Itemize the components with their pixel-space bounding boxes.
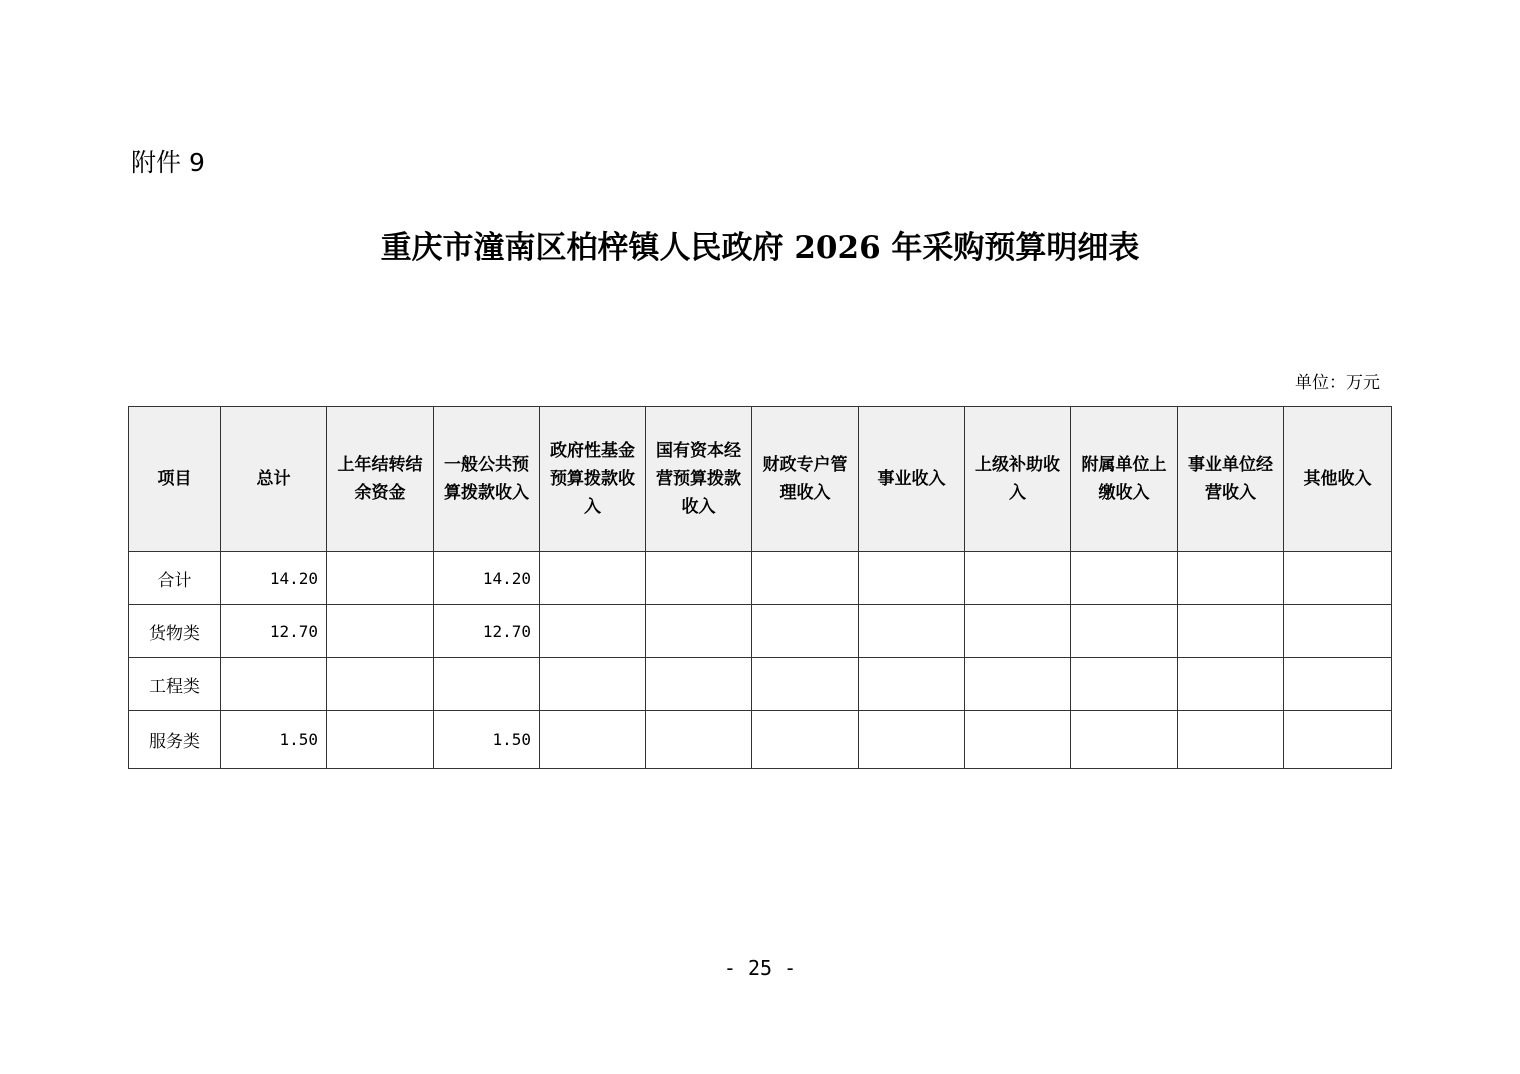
table-cell: 工程类 [129, 658, 221, 711]
table-cell: 合计 [129, 552, 221, 605]
table-row [129, 711, 1392, 769]
page-title: 重庆市潼南区柏梓镇人民政府 2026 年采购预算明细表 [380, 230, 1140, 266]
table-cell [859, 711, 965, 769]
table-cell [327, 711, 434, 769]
page-number: - 25 - [723, 956, 797, 980]
table-cell [859, 658, 965, 711]
table-cell [752, 658, 859, 711]
table-cell: 12.70 [221, 605, 327, 658]
table-cell [965, 658, 1071, 711]
table-cell [859, 552, 965, 605]
table-cell [965, 552, 1071, 605]
table-cell [965, 711, 1071, 769]
table-cell [1071, 552, 1178, 605]
table-cell [859, 605, 965, 658]
table-cell [1284, 711, 1392, 769]
table-row [129, 605, 1392, 658]
column-header: 总计 [221, 407, 327, 552]
column-header: 国有资本经营预算拨款收入 [646, 407, 752, 552]
table-cell [327, 552, 434, 605]
column-header: 其他收入 [1284, 407, 1392, 552]
table-cell: 14.20 [221, 552, 327, 605]
table-cell [221, 658, 327, 711]
table-cell: 1.50 [221, 711, 327, 769]
table-cell: 服务类 [129, 711, 221, 769]
attachment-label: 附件 9 [131, 148, 205, 177]
table-cell [327, 658, 434, 711]
column-header: 一般公共预算拨款收入 [434, 407, 540, 552]
table-cell [646, 605, 752, 658]
table-cell [646, 711, 752, 769]
column-header: 政府性基金预算拨款收入 [540, 407, 646, 552]
table-cell [1178, 605, 1284, 658]
table-cell [965, 605, 1071, 658]
column-header: 上级补助收入 [965, 407, 1071, 552]
table-cell [540, 605, 646, 658]
table-cell [752, 711, 859, 769]
table-row [129, 552, 1392, 605]
table-cell [540, 658, 646, 711]
table-cell [646, 658, 752, 711]
table-cell [1178, 552, 1284, 605]
column-header: 财政专户管理收入 [752, 407, 859, 552]
table-cell [1178, 711, 1284, 769]
unit-label: 单位：万元 [1295, 373, 1380, 393]
column-header: 项目 [129, 407, 221, 552]
table-cell [540, 552, 646, 605]
table-cell [646, 552, 752, 605]
table-cell [752, 605, 859, 658]
table-cell [1284, 658, 1392, 711]
table-cell: 14.20 [434, 552, 540, 605]
table-cell [1284, 552, 1392, 605]
table-cell [1071, 658, 1178, 711]
column-header: 附属单位上缴收入 [1071, 407, 1178, 552]
table-cell: 12.70 [434, 605, 540, 658]
table-cell [327, 605, 434, 658]
column-header: 事业单位经营收入 [1178, 407, 1284, 552]
table-row [129, 658, 1392, 711]
budget-table [128, 406, 1392, 769]
table-cell [434, 658, 540, 711]
table-cell [1071, 711, 1178, 769]
table-cell [1178, 658, 1284, 711]
table-cell [752, 552, 859, 605]
column-header: 事业收入 [859, 407, 965, 552]
column-header: 上年结转结余资金 [327, 407, 434, 552]
table-cell [540, 711, 646, 769]
table-header-row [129, 407, 1392, 552]
table-cell [1071, 605, 1178, 658]
table-cell: 1.50 [434, 711, 540, 769]
table-cell [1284, 605, 1392, 658]
table-cell: 货物类 [129, 605, 221, 658]
